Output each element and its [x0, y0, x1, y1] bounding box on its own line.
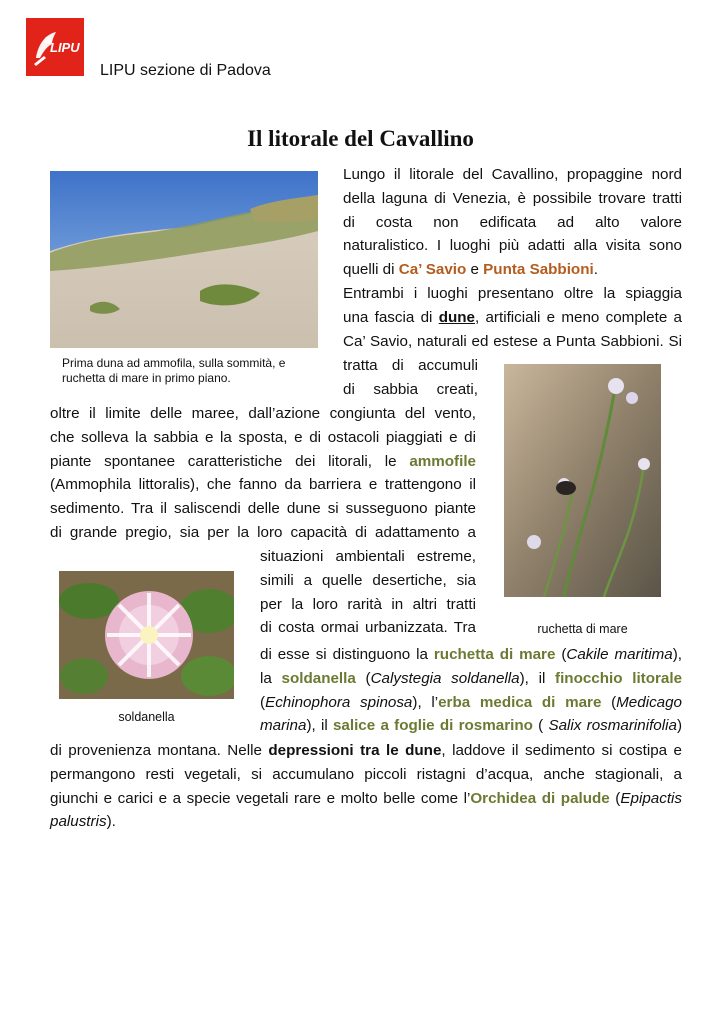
text-line: giunchi e carici e a specie vegetali rare e molto belle come l’Orchidea di palude (Epipactis	[50, 789, 683, 807]
text-line: di esse si distinguono la ruchetta di mare (Cakile maritima),	[260, 646, 682, 663]
text-line: (Ammophila littoralis), che fanno da barriera e trattengono il	[50, 476, 476, 494]
text-line: piante spontanee caratteristiche dei litorali, le ammofile	[50, 452, 476, 470]
text-line: per la loro rarità in altri tratti	[260, 595, 476, 613]
species-ruchetta: ruchetta di mare	[433, 646, 556, 663]
body-paragraph-bottom	[50, 739, 682, 834]
species-erba-medica: erba medica di mare	[438, 693, 602, 711]
soldanella-caption: soldanella	[118, 710, 175, 724]
lipu-logo	[26, 18, 84, 76]
text-line: situazioni ambientali estreme,	[260, 548, 476, 565]
text-line: della laguna di Venezia, è possibile trovare tratti	[343, 189, 682, 207]
ruchetta-caption: ruchetta di mare	[537, 622, 628, 636]
text-line: quelli di Ca’ Savio e Punta Sabbioni.	[343, 261, 598, 279]
logo-text: LIPU	[50, 40, 80, 55]
text-line: permangono resti vegetali, si accumulano piccoli ristagni d’acqua, anche stagionali, a	[50, 765, 682, 783]
body-paragraph-middle	[260, 545, 476, 640]
text-line: Lungo il litorale del Cavallino, propaggine nord	[343, 166, 682, 183]
text-line: che solleva la sabbia e la sposta, e di ostacoli piaggiati e di	[50, 428, 476, 446]
text-line: palustris).	[50, 813, 116, 831]
text-line: una fascia di dune, artificiali e meno complete a	[343, 308, 682, 326]
text-line: Entrambi i luoghi presentano oltre la spiaggia	[343, 284, 682, 302]
text-line: di provenienza montana. Nelle depressioni tra le dune, laddove il sedimento si costipa e	[50, 742, 682, 759]
text-line: marina), il salice a foglie di rosmarino ( Salix rosmarinifolia)	[260, 717, 683, 735]
text-line: di grande pregio, sia per la loro capacità di adattamento a	[50, 523, 476, 541]
species-ammofile: ammofile	[409, 452, 476, 470]
species-finocchio: finocchio litorale	[555, 669, 683, 687]
text-line: simili a quelle desertiche, sia	[260, 571, 476, 589]
text-line: tratta di accumuli	[343, 357, 478, 374]
text-line: naturalistico. I luoghi più adatti alla visita sono	[343, 237, 682, 255]
place-punta-sabbioni: Punta Sabbioni	[483, 261, 594, 279]
text-line: di costa ormai urbanizzata. Tra	[260, 619, 476, 637]
text-line: oltre il limite delle maree, dall’azione congiunta del vento,	[50, 405, 476, 422]
term-dune: dune	[438, 308, 475, 326]
place-ca-savio: Ca’ Savio	[398, 261, 467, 279]
soldanella-photo	[59, 571, 234, 699]
dune-photo	[50, 171, 318, 348]
text-line: Ca’ Savio, naturali ed estese a Punta Sabbioni. Si	[343, 332, 682, 350]
species-soldanella: soldanella	[281, 669, 356, 687]
text-line: (Echinophora spinosa), l’erba medica di mare (Medicago	[260, 693, 683, 711]
text-line: di costa non edificata ad alto valore	[343, 213, 682, 231]
organization-name: LIPU sezione di Padova	[100, 62, 271, 79]
species-orchidea: Orchidea di palude	[470, 789, 610, 807]
text-line: di sabbia creati,	[343, 381, 478, 398]
ruchetta-photo	[504, 364, 661, 597]
text-line: sedimento. Tra il saliscendi delle dune si susseguono piante	[50, 500, 476, 518]
dune-caption: Prima duna ad ammofila, sulla sommità, e ruchetta di mare in primo piano.	[62, 356, 286, 385]
body-paragraph-top	[50, 402, 476, 545]
species-salice: salice a foglie di rosmarino	[332, 717, 533, 735]
term-depressioni: depressioni tra le dune	[268, 742, 442, 759]
intro-paragraph	[343, 163, 682, 353]
page-title: Il litorale del Cavallino	[247, 126, 474, 151]
body-paragraph-species	[260, 643, 682, 738]
text-line: la soldanella (Calystegia soldanella), il finocchio litorale	[260, 669, 683, 687]
